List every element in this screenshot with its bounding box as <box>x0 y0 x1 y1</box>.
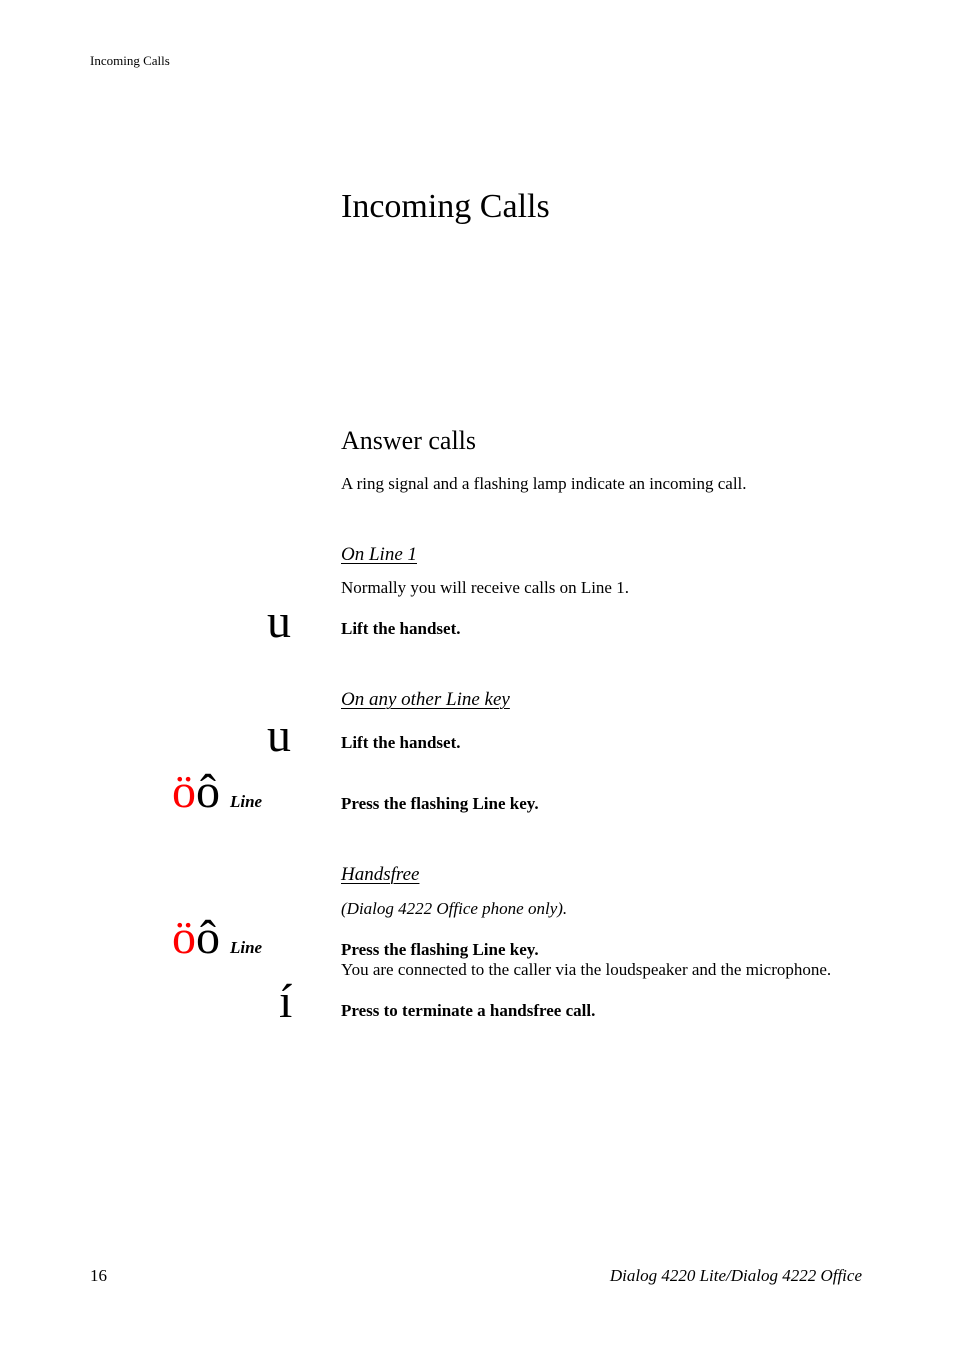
line1-step: Lift the handset. <box>341 619 461 638</box>
page-title: Incoming Calls <box>341 188 550 225</box>
indicator-lamp-icon: ö <box>172 765 196 818</box>
line1-text: Normally you will receive calls on Line 1. <box>341 578 629 597</box>
handset-icon: u <box>267 709 291 762</box>
subheading-other-line: On any other Line key <box>341 689 510 710</box>
line-key-button-icon: ô <box>196 911 220 964</box>
speaker-off-icon: í <box>279 975 293 1028</box>
line-key-icon <box>172 911 263 964</box>
section-intro: A ring signal and a flashing lamp indicate an incoming call. <box>341 474 747 493</box>
handsfree-note: (Dialog 4222 Office phone only). <box>341 899 568 918</box>
indicator-lamp-icon: ö <box>172 911 196 964</box>
handsfree-step1: Press the flashing Line key. <box>341 940 539 959</box>
subheading-line1: On Line 1 <box>341 544 417 565</box>
other-line-step1: Lift the handset. <box>341 733 461 752</box>
line-key-button-icon: ô <box>196 765 220 818</box>
handset-icon: u <box>267 595 291 648</box>
other-line-step2: Press the flashing Line key. <box>341 794 539 813</box>
subheading-handsfree: Handsfree <box>341 864 420 885</box>
footer-product: Dialog 4220 Lite/Dialog 4222 Office <box>609 1266 862 1285</box>
line-key-label: Line <box>230 938 263 957</box>
handsfree-step2: Press to terminate a handsfree call. <box>341 1001 596 1020</box>
section-title: Answer calls <box>341 426 477 455</box>
line-key-label: Line <box>230 792 263 811</box>
running-header: Incoming Calls <box>90 53 170 68</box>
line-key-icon <box>172 765 263 818</box>
handsfree-step1-detail: You are connected to the caller via the loudspeaker and the microphone. <box>341 960 832 979</box>
page-number: 16 <box>90 1266 107 1285</box>
